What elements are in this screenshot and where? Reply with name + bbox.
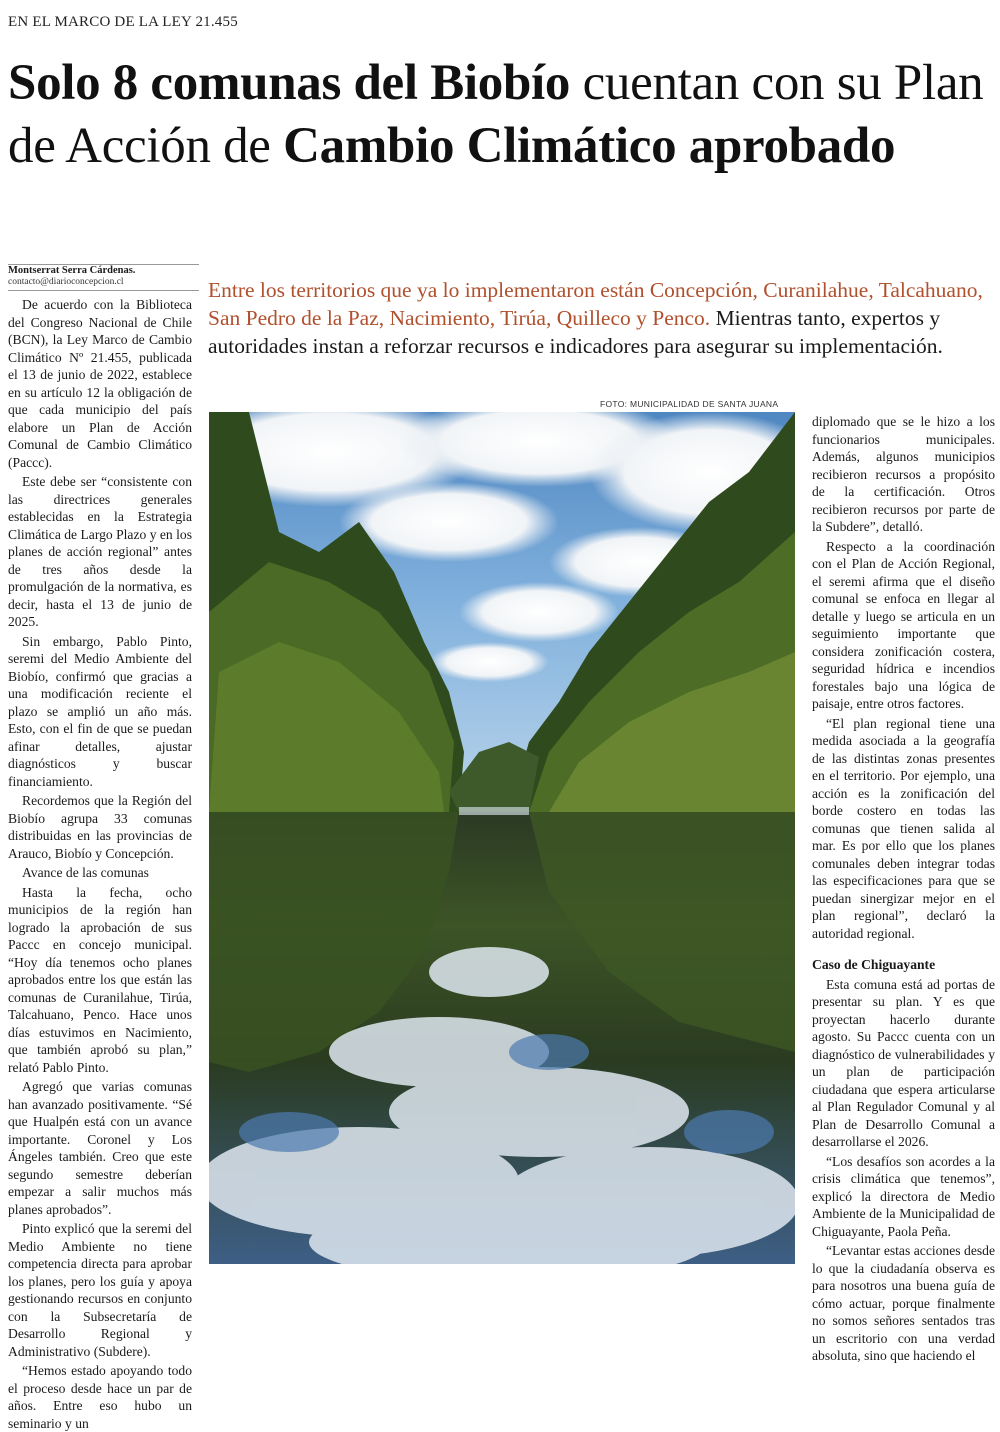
paragraph: “Los desafíos son acordes a la crisis climática que tenemos”, explicó la directora de Medio Ambiente de la Municipalidad de Chiguayante, Paola Peña. [812,1153,995,1239]
paragraph: Sin embargo, Pablo Pinto, seremi del Medio Ambiente del Biobío, confirmó que gracias a una modificación reciente el plazo se amplió un año más. Esto, con el fin de que se puedan afinar detalles, ajustar diagnósticos y buscar financiamiento. [8,633,192,789]
lead-rest: Mientras tanto, expertos y autoridades instan a reforzar recursos e indicadores para asegurar su implementación. [208,306,943,358]
river-forest-photo [209,412,795,1264]
byline-author: Montserrat Serra Cárdenas. [8,265,136,276]
paragraph: Este debe ser “consistente con las directrices generales establecidas en la Estrategia Climática de Largo Plazo y en los planes de acción regional” antes de tres años desde la promulgación de la normativa, es decir, hasta el 13 de junio de 2025. [8,474,192,629]
column-left [8,296,192,1432]
paragraph: “El plan regional tiene una medida asociada a la geografía de las distintas zonas presentes en el territorio. Por ejemplo, una acción es la zonificación del borde costero en todas las comunas que tienen salida al mar. Es por ello que los planes comunales deben integrar todas las especificaciones para que se puedan sinergizar mejor en el plan regional”, declaró la autoridad regional. [812,715,995,941]
headline-bold-end: Cambio Climático aprobado [283,118,896,174]
byline-email: contacto@diarioconcepcion.cl [8,277,124,287]
lead-highlight: Entre los territorios que ya lo implementaron están Concepción, Curanilahue, Talcahuano, San Pedro de la Paz, Nacimiento, Tirúa, Quilleco y Penco. [208,278,983,330]
lead-paragraph [208,276,996,360]
paragraph: “Hemos estado apoyando todo el proceso desde hace un par de años. Entre eso hubo un seminario y un [8,1363,192,1431]
headline [8,52,993,178]
paragraph: Hasta la fecha, ocho municipios de la región han logrado la aprobación de sus Paccc en concejo municipal. “Hoy día tenemos ocho planes aprobados entre los que están las comunas de Curanilahue, Tirúa, Talcahuano, Penco. Hace unos días estuvimos en Nacimiento, que también aprobó su plan,” relató Pablo Pinto. [8,884,192,1075]
paragraph: Respecto a la coordinación con el Plan de Acción Regional, el seremi afirma que el diseño comunal se enfoca en llegar al detalle y luego se articula en un seguimiento importante que considera zonificación costera, seguridad hídrica e incendios forestales bajo una lógica de paisaje, entre otros factores. [812,538,995,711]
paragraph: De acuerdo con la Biblioteca del Congreso Nacional de Chile (BCN), la Ley Marco de Cambio Climático Nº 21.455, publicada el 13 de junio de 2022, establece en su artículo 12 la obligación de que cada municipio del país elabore un Plan de Acción Comunal de Cambio Climático (Paccc). [8,297,192,470]
paragraph: “Levantar estas acciones desde lo que la ciudadanía observa es para nosotros una buena guía de cómo actuar, porque finalmente no somos señores sentados tras un escritorio con una verdad absoluta, sino que haciendo el [812,1243,995,1363]
kicker: EN EL MARCO DE LA LEY 21.455 [8,14,238,30]
subheading: Caso de Chiguayante [812,957,936,972]
headline-regular: cuentan con su Plan de Acción de [8,55,984,174]
paragraph: Recordemos que la Región del Biobío agrupa 33 comunas distribuidas en las provincias de Arauco, Biobío y Concepción. [8,793,192,861]
headline-bold-start: Solo 8 comunas del Biobío [8,55,571,111]
subheading: Avance de las comunas [22,865,149,880]
column-right [812,413,995,1365]
paragraph: Esta comuna está ad portas de presentar su plan. Y es que proyectan hacerlo durante agosto. Su Paccc cuenta con un diagnóstico de vulnerabilidades y un plan de participación ciudadana que espera articularse al Plan Regulador Comunal y al Plan de Desarrollo Comunal a desarrollarse el 2026. [812,976,995,1149]
photo-credit: FOTO: MUNICIPALIDAD DE SANTA JUANA [600,399,779,409]
paragraph: Agregó que varias comunas han avanzado positivamente. “Sé que Hualpén está con un avance importante. Coronel y Los Ángeles también. Creo que este segundo semestre deberían empezar a salir muchos más planes aprobados”. [8,1079,192,1217]
paragraph: Pinto explicó que la seremi del Medio Ambiente no tiene competencia directa para aprobar los planes, pero los guía y apoya gestionando recursos en conjunto con la Subsecretaría de Desarrollo Regional y Administrativo (Subdere). [8,1221,192,1359]
paragraph: diplomado que se le hizo a los funcionarios municipales. Además, algunos municipios recibieron recursos a propósito de la certificación. Otros recibieron recursos por parte de la Subdere”, detalló. [812,414,995,534]
byline-rule-bottom [8,290,199,291]
